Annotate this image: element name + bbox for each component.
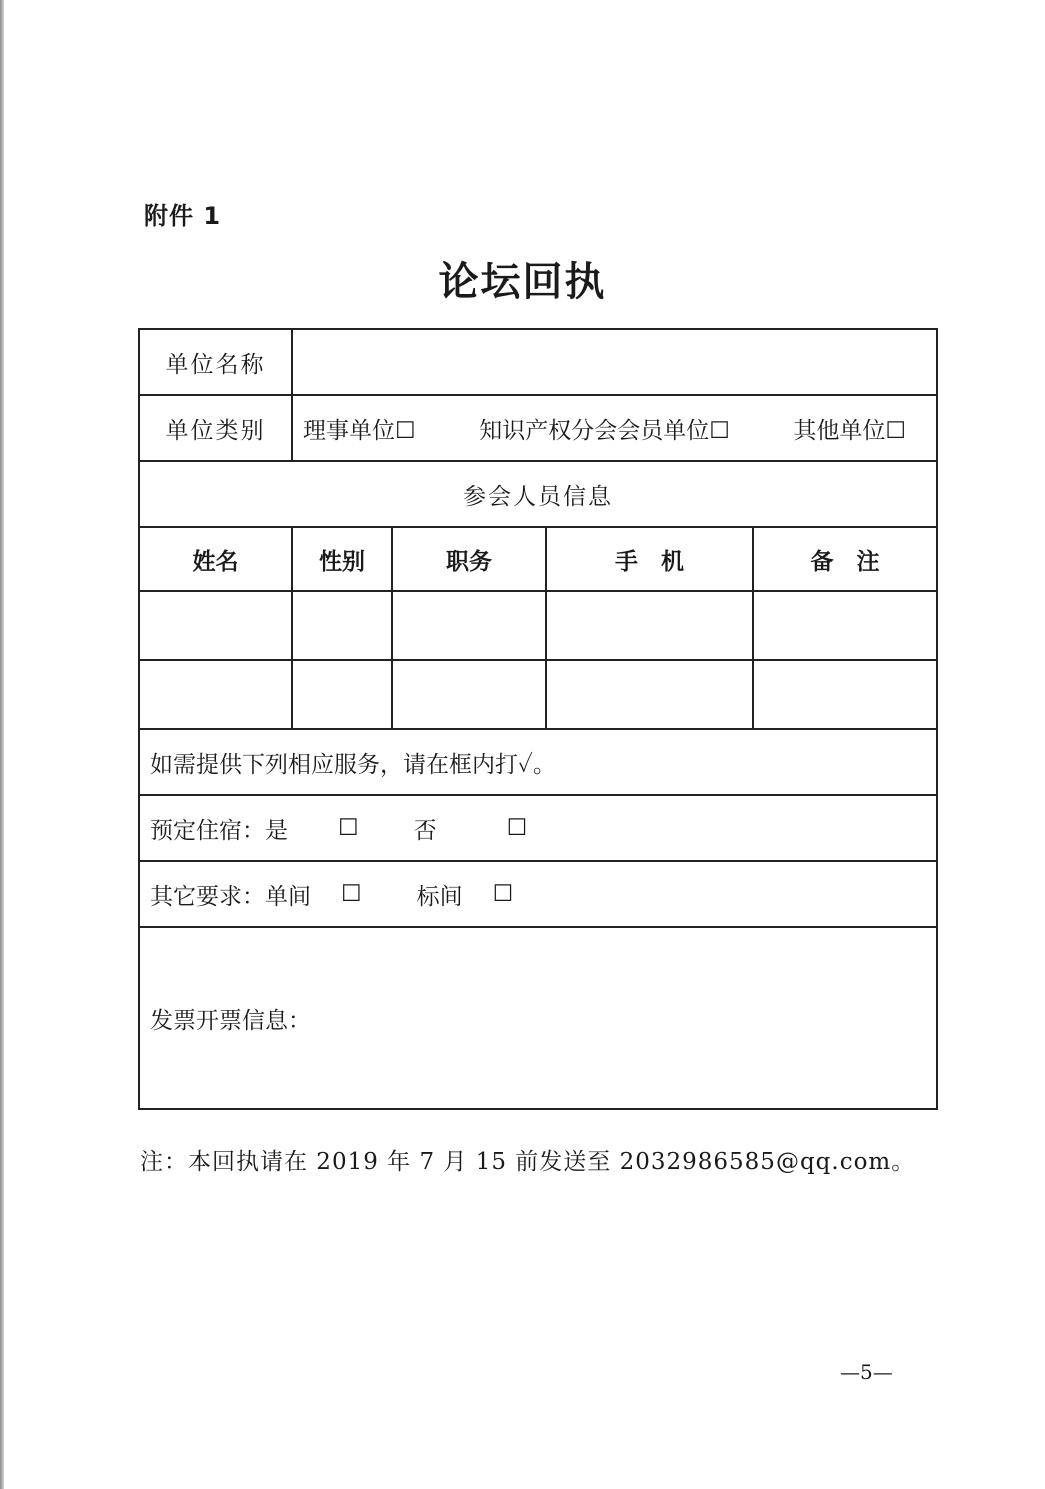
accommodation-no-label: 否 xyxy=(413,817,437,844)
option-council-unit-checkbox[interactable]: 理事单位☐ xyxy=(303,417,416,444)
page-title: 论坛回执 xyxy=(438,258,607,305)
service-prompt-row xyxy=(139,729,937,795)
attendee-position-cell[interactable] xyxy=(392,591,546,660)
unit-type-row xyxy=(139,395,937,461)
accommodation-row xyxy=(139,795,937,861)
attendee-position-cell[interactable] xyxy=(392,660,546,729)
invoice-row xyxy=(139,927,937,1109)
footnote: 注：本回执请在 2019 年 7 月 15 前发送至 2032986585@qq.com。 xyxy=(140,1149,916,1175)
attachment-label: 附件 1 xyxy=(144,202,222,230)
column-header-position: 职务 xyxy=(392,527,546,591)
attendee-gender-cell[interactable] xyxy=(292,660,392,729)
option-other-unit-checkbox[interactable]: 其他单位☐ xyxy=(793,417,906,444)
attendee-remarks-cell[interactable] xyxy=(753,660,937,729)
attendee-row xyxy=(139,591,937,660)
attendee-row xyxy=(139,660,937,729)
accommodation-yes-checkbox[interactable]: ☐ xyxy=(338,815,359,841)
attendee-name-cell[interactable] xyxy=(139,591,292,660)
invoice-info-field[interactable] xyxy=(139,927,937,1109)
attendee-mobile-cell[interactable] xyxy=(546,660,753,729)
single-room-label: 单间 xyxy=(265,883,311,910)
attendee-name-cell[interactable] xyxy=(139,660,292,729)
page-number: —5— xyxy=(840,1360,893,1384)
attendee-mobile-cell[interactable] xyxy=(546,591,753,660)
other-requirements-row xyxy=(139,861,937,927)
unit-type-label: 单位类别 xyxy=(139,395,292,461)
accommodation-yes-label: 是 xyxy=(265,817,288,844)
accommodation-label: 预定住宿： xyxy=(150,817,265,844)
receipt-form xyxy=(138,328,938,1110)
invoice-info-label: 发票开票信息： xyxy=(150,1007,311,1034)
attendee-gender-cell[interactable] xyxy=(292,591,392,660)
attendee-section-row xyxy=(139,461,937,527)
column-header-gender: 性别 xyxy=(292,527,392,591)
single-room-checkbox[interactable]: ☐ xyxy=(341,881,362,907)
unit-name-label: 单位名称 xyxy=(139,329,292,395)
attendee-remarks-cell[interactable] xyxy=(753,591,937,660)
scan-edge xyxy=(0,0,4,1489)
service-prompt: 如需提供下列相应服务，请在框内打✓。 xyxy=(139,729,937,795)
column-header-remarks: 备 注 xyxy=(753,527,937,591)
unit-name-field[interactable] xyxy=(292,329,937,395)
column-header-name: 姓名 xyxy=(139,527,292,591)
option-ip-branch-member-checkbox[interactable]: 知识产权分会会员单位☐ xyxy=(479,417,730,444)
standard-room-checkbox[interactable]: ☐ xyxy=(492,881,514,907)
column-header-mobile: 手 机 xyxy=(546,527,753,591)
accommodation-no-checkbox[interactable]: ☐ xyxy=(506,815,528,841)
unit-type-options xyxy=(292,395,937,461)
attendee-header-row xyxy=(139,527,937,591)
standard-room-label: 标间 xyxy=(416,883,463,910)
other-requirements-label: 其它要求： xyxy=(150,883,265,910)
unit-name-row xyxy=(139,329,937,395)
attendee-section-heading: 参会人员信息 xyxy=(139,461,937,527)
